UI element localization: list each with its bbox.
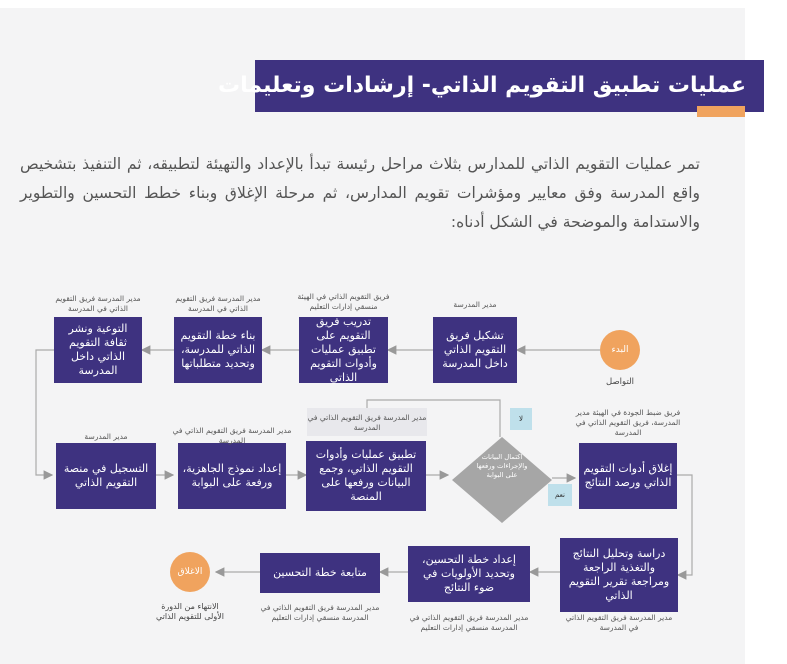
end-circle: الاغلاق: [170, 552, 210, 592]
step-awareness: التوعية ونشر ثقافة التقويم الذاتي داخل المدرسة: [54, 317, 142, 383]
arrow-awareness-to-register: [36, 350, 54, 475]
role-form-team: مدير المدرسة: [453, 300, 497, 309]
role-improvement-plan: مدير المدرسة فريق التقويم الذاتي في المدرسة منسقي إدارات التعليم: [409, 613, 529, 632]
step-improvement-plan: إعداد خطة التحسين، وتحديد الأولويات في ضوء النتائج: [408, 546, 530, 602]
intro-paragraph: تمر عمليات التقويم الذاتي للمدارس بثلاث مراحل رئيسة تبدأ بالإعداد والتهيئة لتطبيقه، ثم التنفيذ بتشخيص واقع المدرسة وفق معايير ومؤشرات تقويم المدارس، ثم مرحلة الإغلاق وبناء خطط التحسين والتطوير والاستدامة والموضحة في الشكل أدناه:: [20, 155, 700, 231]
role-follow-up: مدير المدرسة فريق التقويم الذاتي في المدرسة منسقي إدارات التعليم: [260, 603, 380, 622]
step-form-team: تشكيل فريق التقويم الذاتي داخل المدرسة: [433, 317, 517, 383]
step-close-tools: إغلاق أدوات التقويم الذاتي ورصد النتائج: [579, 443, 677, 509]
step-apply-tools: تطبيق عمليات وأدوات التقويم الذاتي، وجمع البيانات ورفعها على المنصة: [306, 441, 426, 511]
role-train-team: فريق التقويم الذاتي في الهيئة منسقي إدارات التعليم: [297, 292, 390, 311]
arrow-close-to-analysis: [677, 475, 692, 575]
step-analyze-results: دراسة وتحليل النتائج والتغذية الراجعة ومراجعة تقرير التقويم الذاتي: [560, 538, 678, 612]
step-build-plan: بناء خطة التقويم الذاتي للمدرسة، وتحديد متطلباتها: [174, 317, 262, 383]
role-awareness: مدير المدرسة فريق التقويم الذاتي في المدرسة: [55, 294, 141, 313]
step-follow-up: متابعة خطة التحسين: [260, 553, 380, 593]
role-close-tools: فريق ضبط الجودة في الهيئة مدير المدرسة، فريق التقويم الذاتي في المدرسة: [575, 408, 681, 437]
decision-text: اكتمال البيانات والإجراءات ورفعها على البوابة: [476, 453, 528, 479]
step-train-team: تدريب فريق التقويم على تطبيق عمليات وأدوات التقويم الذاتي: [299, 317, 388, 383]
role-analyze-results: مدير المدرسة فريق التقويم الذاتي في المدرسة: [565, 613, 673, 632]
role-build-plan: مدير المدرسة فريق التقويم الذاتي في المدرسة: [175, 294, 261, 313]
start-caption: التواصل: [606, 377, 634, 387]
role-readiness: مدير المدرسة فريق التقويم الذاتي في المدرسة: [172, 426, 292, 445]
role-apply-tools: مدير المدرسة فريق التقويم الذاتي في المدرسة: [307, 413, 427, 432]
decision-diamond: [452, 437, 552, 523]
role-register-platform: مدير المدرسة: [84, 432, 128, 441]
decision-no-tag: لا: [510, 408, 532, 430]
page-title: عمليات تطبيق التقويم الذاتي- إرشادات وتعليمات: [255, 60, 764, 112]
end-caption: الانتهاء من الدورة الأولى للتقويم الذاتي: [155, 602, 225, 621]
start-circle: البدء: [600, 330, 640, 370]
step-readiness: إعداد نموذج الجاهزية، ورفعة على البوابة: [178, 443, 286, 509]
decision-yes-tag: نعم: [548, 484, 572, 506]
step-register-platform: التسجيل في منصة التقويم الذاتي: [56, 443, 156, 509]
